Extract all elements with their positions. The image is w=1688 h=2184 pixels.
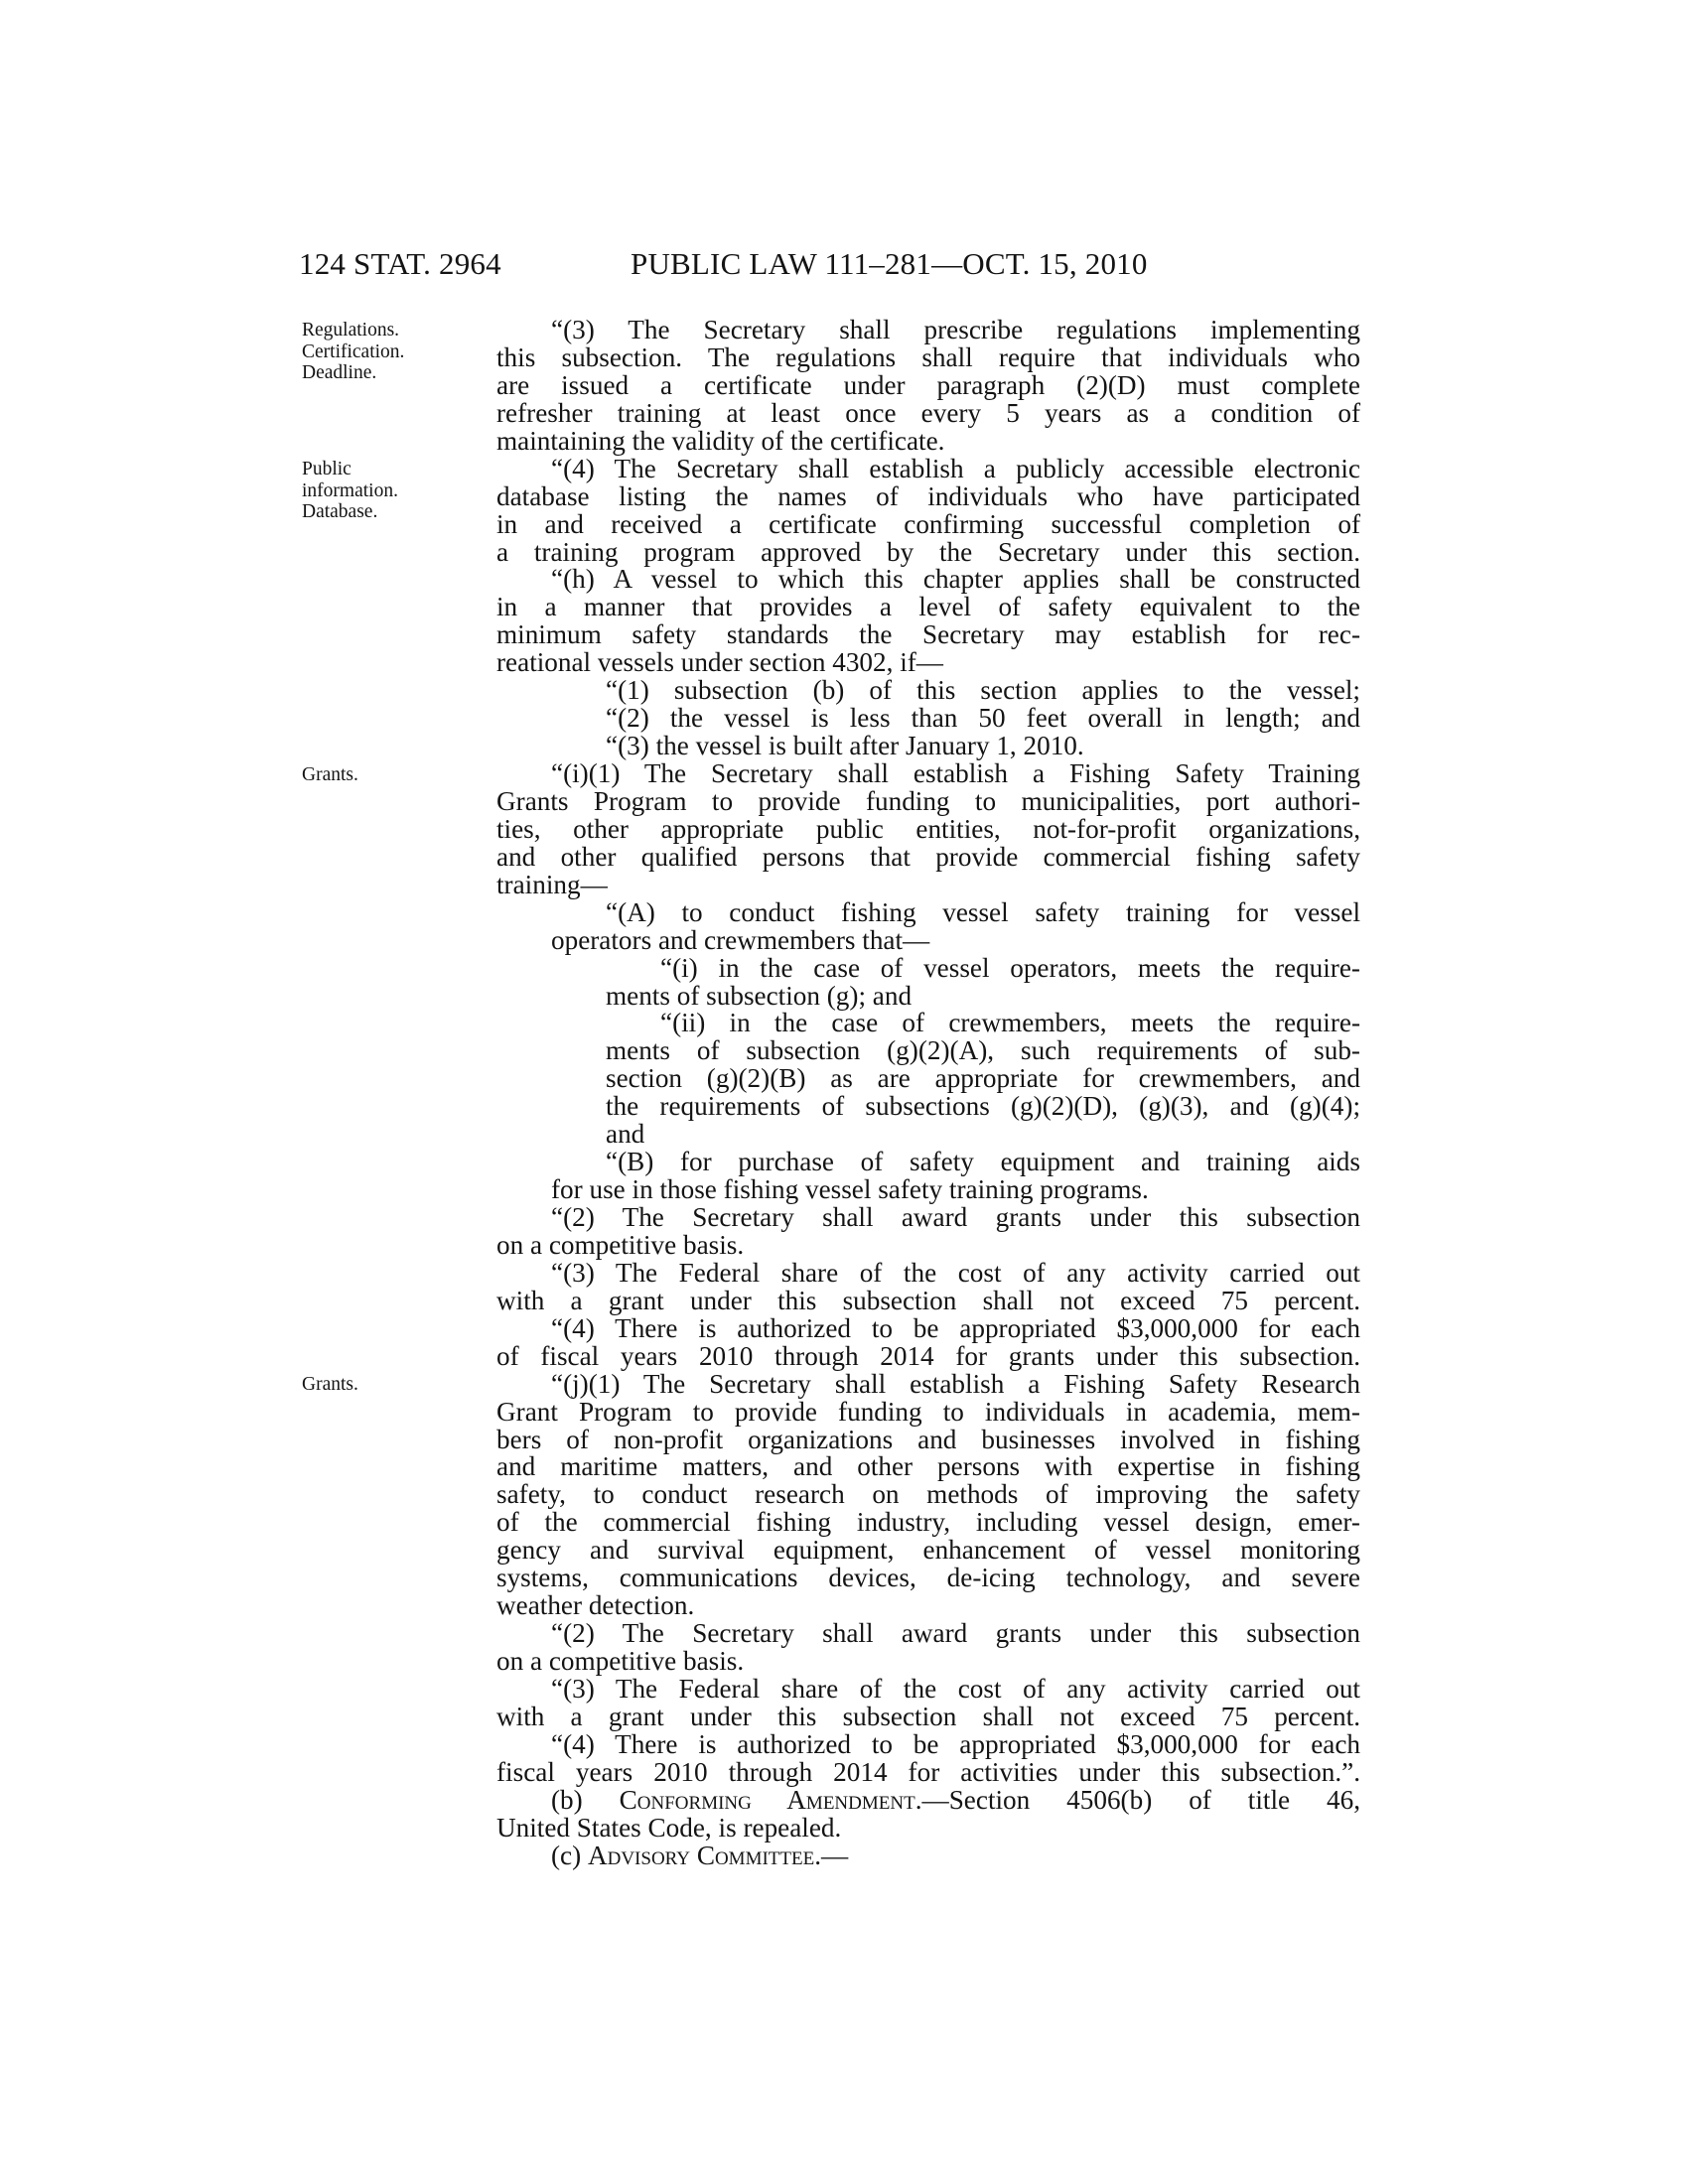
text-line: and	[606, 1119, 645, 1150]
text-line: with a grant under this subsection shall not exceed 75 percent.	[496, 1701, 1360, 1731]
text-line: this subsection. The regulations shall require that individuals who	[496, 341, 1360, 372]
text-line: “(j)(1) The Secretary shall establish a Fishing Safety Research	[551, 1368, 1360, 1399]
margin-note-regulations	[302, 320, 491, 384]
conforming-prefix: (b)	[551, 1784, 620, 1815]
text-line: gency and survival equipment, enhancement of vessel monitoring	[496, 1535, 1360, 1566]
text-line: safety, to conduct research on methods of improving the safety	[496, 1479, 1360, 1510]
text-line: section (g)(2)(B) as are appropriate for crewmembers, and	[606, 1063, 1360, 1094]
text-line: ments of subsection (g); and	[606, 980, 913, 1011]
conforming-heading: Conforming Amendment.	[619, 1784, 922, 1815]
text-line: Grant Program to provide funding to individuals in academia, mem-	[496, 1396, 1360, 1427]
text-line: for use in those fishing vessel safety training programs.	[551, 1174, 1149, 1205]
text-line: in a manner that provides a level of safety equivalent to the	[496, 592, 1360, 622]
margin-note-line: information.	[302, 479, 398, 501]
text-line: with a grant under this subsection shall not exceed 75 percent.	[496, 1285, 1360, 1315]
text-line: “(B) for purchase of safety equipment and training aids	[606, 1147, 1360, 1177]
margin-note-public-information	[302, 459, 491, 523]
text-line: reational vessels under section 4302, if—	[496, 647, 943, 678]
text-line: “(3) The Secretary shall prescribe regulations implementing	[551, 315, 1360, 344]
text-line: on a competitive basis.	[496, 1646, 745, 1676]
text-line: training—	[496, 869, 608, 899]
text-line: “(2) The Secretary shall award grants under this subsection	[551, 1618, 1360, 1649]
text-line: “(i)(1) The Secretary shall establish a Fishing Safety Training	[551, 758, 1360, 788]
text-line: are issued a certificate under paragraph (2)(D) must complete	[496, 369, 1360, 400]
text-line: and maritime matters, and other persons with expertise in fishing	[496, 1451, 1360, 1482]
advisory-prefix: (c)	[551, 1840, 588, 1870]
margin-note-line: Certification.	[302, 341, 405, 362]
text-line: bers of non-profit organizations and businesses involved in fishing	[496, 1424, 1360, 1454]
page-running-title: PUBLIC LAW 111–281—OCT. 15, 2010	[631, 246, 1148, 281]
text-line: weather detection.	[496, 1590, 695, 1621]
margin-note-line: Grants.	[302, 764, 358, 785]
text-line: of fiscal years 2010 through 2014 for grants under this subsection.	[496, 1340, 1360, 1371]
text-line: maintaining the validity of the certificate.	[496, 425, 945, 456]
margin-note-line: Grants.	[302, 1374, 358, 1395]
text-line: “(2) the vessel is less than 50 feet overall in length; and	[606, 703, 1360, 734]
conforming-amendment-line	[496, 1784, 1360, 1815]
text-line: ments of subsection (g)(2)(A), such requirements of sub-	[606, 1035, 1360, 1066]
text-line: United States Code, is repealed.	[496, 1812, 842, 1843]
text-line: database listing the names of individuals who have participated	[496, 480, 1360, 511]
margin-note-grants-training	[302, 764, 491, 786]
margin-note-line: Database.	[302, 501, 378, 522]
text-line: and other qualified persons that provide commercial fishing safety	[496, 841, 1360, 872]
text-line: on a competitive basis.	[496, 1229, 745, 1260]
text-line: “(3) The Federal share of the cost of any activity carried out	[551, 1257, 1360, 1288]
text-line: “(A) to conduct fishing vessel safety training for vessel	[606, 896, 1360, 927]
margin-note-line: Regulations.	[302, 320, 400, 341]
text-line: “(1) subsection (b) of this section applies to the vessel;	[606, 675, 1360, 706]
text-line: the requirements of subsections (g)(2)(D), (g)(3), and (g)(4);	[606, 1091, 1360, 1122]
text-line: in and received a certificate confirming successful completion of	[496, 508, 1360, 539]
advisory-committee-line	[496, 1840, 1360, 1870]
advisory-heading: Advisory Committee.	[587, 1840, 822, 1870]
text-line: “(ii) in the case of crewmembers, meets the require-	[660, 1008, 1360, 1038]
text-line: ties, other appropriate public entities, not-for-profit organizations,	[496, 813, 1360, 844]
text-line: systems, communications devices, de-icing technology, and severe	[496, 1563, 1360, 1593]
text-line: “(4) There is authorized to be appropriated $3,000,000 for each	[551, 1312, 1360, 1343]
margin-note-line: Public	[302, 459, 352, 479]
text-line: minimum safety standards the Secretary may establish for rec-	[496, 619, 1360, 650]
text-line: fiscal years 2010 through 2014 for activities under this subsection.”.	[496, 1756, 1360, 1787]
text-line: refresher training at least once every 5 years as a condition of	[496, 397, 1360, 428]
text-line: “(4) There is authorized to be appropriated $3,000,000 for each	[551, 1728, 1360, 1759]
text-line: a training program approved by the Secretary under this section.	[496, 536, 1360, 567]
text-line: “(3) The Federal share of the cost of any activity carried out	[551, 1673, 1360, 1704]
text-line: “(3) the vessel is built after January 1, 2010.	[606, 731, 1084, 761]
text-line: operators and crewmembers that—	[551, 924, 930, 955]
text-line: of the commercial fishing industry, including vessel design, emer-	[496, 1507, 1360, 1538]
conforming-text: —Section 4506(b) of title 46,	[921, 1784, 1360, 1815]
text-line: Grants Program to provide funding to municipalities, port authori-	[496, 785, 1360, 816]
text-line: “(4) The Secretary shall establish a publicly accessible electronic	[551, 453, 1360, 483]
page-stat-reference: 124 STAT. 2964	[299, 246, 501, 281]
text-line: “(i) in the case of vessel operators, meets the require-	[660, 952, 1360, 983]
statute-body	[496, 317, 1360, 1870]
text-line: “(h) A vessel to which this chapter applies shall be constructed	[551, 564, 1360, 595]
advisory-dash: —	[821, 1840, 849, 1870]
margin-note-line: Deadline.	[302, 362, 377, 383]
margin-note-grants-research	[302, 1374, 491, 1396]
text-line: “(2) The Secretary shall award grants under this subsection	[551, 1202, 1360, 1232]
